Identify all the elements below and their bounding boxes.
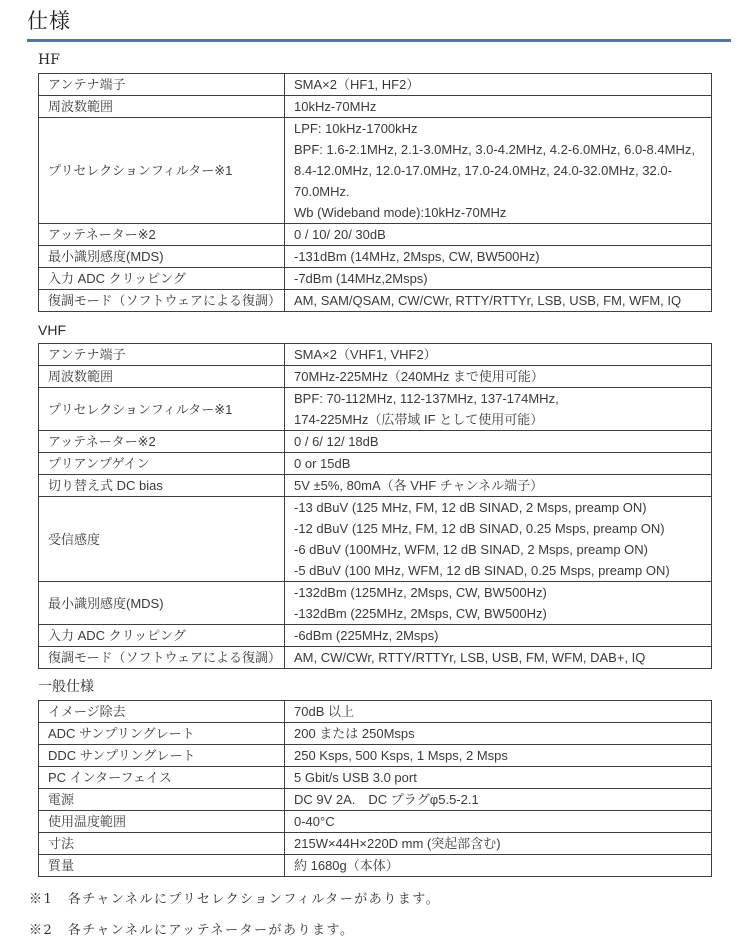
table-row bbox=[39, 118, 712, 224]
value-line: SMA×2（HF1, HF2） bbox=[294, 77, 420, 92]
spec-value-cell bbox=[285, 811, 712, 833]
table-row bbox=[39, 767, 712, 789]
spec-label-cell: アンテナ端子 bbox=[39, 344, 285, 366]
spec-value-cell bbox=[285, 431, 712, 453]
table-row bbox=[39, 833, 712, 855]
value-line: 0-40°C bbox=[294, 814, 335, 829]
spec-label-cell: 復調モード（ソフトウェアによる復調） bbox=[39, 647, 285, 669]
value-line: BPF: 70-112MHz, 112-137MHz, 137-174MHz, bbox=[294, 391, 559, 406]
spec-value-cell bbox=[285, 290, 712, 312]
table-row bbox=[39, 745, 712, 767]
section-label: HF bbox=[38, 52, 60, 68]
spec-value-cell bbox=[285, 625, 712, 647]
value-line: 215W×44H×220D mm (突起部含む) bbox=[294, 836, 501, 851]
spec-label-cell: 周波数範囲 bbox=[39, 96, 285, 118]
spec-value-cell bbox=[285, 344, 712, 366]
spec-value-cell bbox=[285, 745, 712, 767]
table-row bbox=[39, 453, 712, 475]
spec-label-cell: プリアンプゲイン bbox=[39, 453, 285, 475]
table-row bbox=[39, 246, 712, 268]
value-line: -12 dBuV (125 MHz, FM, 12 dB SINAD, 0.25 Msps, preamp ON) bbox=[294, 521, 665, 536]
section-label: VHF bbox=[38, 322, 66, 338]
spec-label-cell: 入力 ADC クリッピング bbox=[39, 625, 285, 647]
value-line: -6dBm (225MHz, 2Msps) bbox=[294, 628, 439, 643]
spec-label-cell: 質量 bbox=[39, 855, 285, 877]
value-line: 0 or 15dB bbox=[294, 456, 351, 471]
table-row bbox=[39, 647, 712, 669]
spec-label-cell: 受信感度 bbox=[39, 497, 285, 582]
spec-label-cell: アンテナ端子 bbox=[39, 74, 285, 96]
spec-label-cell: プリセレクションフィルター※1 bbox=[39, 388, 285, 431]
spec-value-cell bbox=[285, 497, 712, 582]
value-line: AM, SAM/QSAM, CW/CWr, RTTY/RTTYr, LSB, USB, FM, WFM, IQ bbox=[294, 293, 682, 308]
spec-value-cell bbox=[285, 855, 712, 877]
spec-value-cell bbox=[285, 475, 712, 497]
footnote: ※2 各チャンネルにアッテネーターがあります。 bbox=[29, 923, 355, 938]
spec-value-cell bbox=[285, 833, 712, 855]
spec-value-cell bbox=[285, 224, 712, 246]
spec-value-cell bbox=[285, 96, 712, 118]
value-line: 0 / 10/ 20/ 30dB bbox=[294, 227, 386, 242]
value-line: -13 dBuV (125 MHz, FM, 12 dB SINAD, 2 Msps, preamp ON) bbox=[294, 500, 647, 515]
spec-label-cell: 切り替え式 DC bias bbox=[39, 475, 285, 497]
table-row bbox=[39, 811, 712, 833]
value-line: DC 9V 2A. DC プラグφ5.5-2.1 bbox=[294, 792, 479, 807]
spec-label-cell: アッテネーター※2 bbox=[39, 224, 285, 246]
spec-label-cell: プリセレクションフィルター※1 bbox=[39, 118, 285, 224]
table-row bbox=[39, 497, 712, 582]
footnotes bbox=[29, 892, 731, 939]
value-line: -132dBm (225MHz, 2Msps, CW, BW500Hz) bbox=[294, 606, 547, 621]
spec-value-cell bbox=[285, 268, 712, 290]
value-line: 5V ±5%, 80mA（各 VHF チャンネル端子） bbox=[294, 478, 544, 493]
value-line: -132dBm (125MHz, 2Msps, CW, BW500Hz) bbox=[294, 585, 547, 600]
footnote: ※1 各チャンネルにプリセレクションフィルターがあります。 bbox=[29, 892, 441, 907]
value-line: 約 1680g（本体） bbox=[294, 858, 399, 873]
table-row bbox=[39, 701, 712, 723]
value-line: -6 dBuV (100MHz, WFM, 12 dB SINAD, 2 Msps, preamp ON) bbox=[294, 542, 648, 557]
page-title: 仕様 bbox=[27, 9, 71, 33]
spec-value-cell bbox=[285, 74, 712, 96]
table-row bbox=[39, 268, 712, 290]
table-row bbox=[39, 625, 712, 647]
value-line: BPF: 1.6-2.1MHz, 2.1-3.0MHz, 3.0-4.2MHz, 4.2-6.0MHz, 6.0-8.4MHz, 8.4-12.0MHz, 12.0-17.0MHz, 17.0-24.0MHz, 24.0-32.0MHz, 32.0-70.0MHz. bbox=[294, 142, 695, 199]
spec-value-cell bbox=[285, 118, 712, 224]
spec-value-cell bbox=[285, 767, 712, 789]
spec-label-cell: ADC サンプリングレート bbox=[39, 723, 285, 745]
spec-value-cell bbox=[285, 453, 712, 475]
spec-table bbox=[38, 700, 712, 877]
spec-value-cell bbox=[285, 388, 712, 431]
spec-label-cell: イメージ除去 bbox=[39, 701, 285, 723]
spec-label-cell: 電源 bbox=[39, 789, 285, 811]
table-row bbox=[39, 344, 712, 366]
section-hf bbox=[38, 51, 731, 312]
spec-value-cell bbox=[285, 647, 712, 669]
table-row bbox=[39, 431, 712, 453]
spec-value-cell bbox=[285, 701, 712, 723]
spec-label-cell: 最小識別感度(MDS) bbox=[39, 582, 285, 625]
value-line: LPF: 10kHz-1700kHz bbox=[294, 121, 418, 136]
value-line: SMA×2（VHF1, VHF2） bbox=[294, 347, 437, 362]
value-line: 5 Gbit/s USB 3.0 port bbox=[294, 770, 417, 785]
spec-value-cell bbox=[285, 366, 712, 388]
section-vhf bbox=[38, 321, 731, 669]
spec-value-cell bbox=[285, 723, 712, 745]
value-line: Wb (Wideband mode):10kHz-70MHz bbox=[294, 205, 507, 220]
value-line: -7dBm (14MHz,2Msps) bbox=[294, 271, 428, 286]
spec-table bbox=[38, 343, 712, 669]
table-row bbox=[39, 475, 712, 497]
value-line: 0 / 6/ 12/ 18dB bbox=[294, 434, 379, 449]
spec-label-cell: 復調モード（ソフトウェアによる復調） bbox=[39, 290, 285, 312]
title-underline-rule bbox=[27, 39, 731, 42]
table-row bbox=[39, 224, 712, 246]
spec-value-cell bbox=[285, 789, 712, 811]
spec-label-cell: アッテネーター※2 bbox=[39, 431, 285, 453]
section-general bbox=[38, 678, 731, 877]
value-line: -5 dBuV (100 MHz, WFM, 12 dB SINAD, 0.25 Msps, preamp ON) bbox=[294, 563, 670, 578]
table-row bbox=[39, 74, 712, 96]
table-row bbox=[39, 290, 712, 312]
table-row bbox=[39, 789, 712, 811]
value-line: 200 または 250Msps bbox=[294, 726, 415, 741]
spec-sections bbox=[38, 51, 731, 877]
value-line: AM, CW/CWr, RTTY/RTTYr, LSB, USB, FM, WFM, DAB+, IQ bbox=[294, 650, 646, 665]
spec-value-cell bbox=[285, 582, 712, 625]
value-line: 70dB 以上 bbox=[294, 704, 354, 719]
table-row bbox=[39, 855, 712, 877]
spec-label-cell: 周波数範囲 bbox=[39, 366, 285, 388]
table-row bbox=[39, 96, 712, 118]
spec-label-cell: 寸法 bbox=[39, 833, 285, 855]
table-row bbox=[39, 723, 712, 745]
spec-label-cell: 最小識別感度(MDS) bbox=[39, 246, 285, 268]
table-row bbox=[39, 366, 712, 388]
spec-label-cell: 入力 ADC クリッピング bbox=[39, 268, 285, 290]
table-row bbox=[39, 582, 712, 625]
value-line: 250 Ksps, 500 Ksps, 1 Msps, 2 Msps bbox=[294, 748, 508, 763]
section-label: 一般仕様 bbox=[38, 679, 94, 695]
value-line: -131dBm (14MHz, 2Msps, CW, BW500Hz) bbox=[294, 249, 540, 264]
value-line: 10kHz-70MHz bbox=[294, 99, 377, 114]
spec-label-cell: 使用温度範囲 bbox=[39, 811, 285, 833]
spec-label-cell: PC インターフェイス bbox=[39, 767, 285, 789]
spec-table bbox=[38, 73, 712, 312]
value-line: 174-225MHz（広帯域 IF として使用可能） bbox=[294, 412, 544, 427]
table-row bbox=[39, 388, 712, 431]
spec-value-cell bbox=[285, 246, 712, 268]
value-line: 70MHz-225MHz（240MHz まで使用可能） bbox=[294, 369, 544, 384]
spec-label-cell: DDC サンプリングレート bbox=[39, 745, 285, 767]
